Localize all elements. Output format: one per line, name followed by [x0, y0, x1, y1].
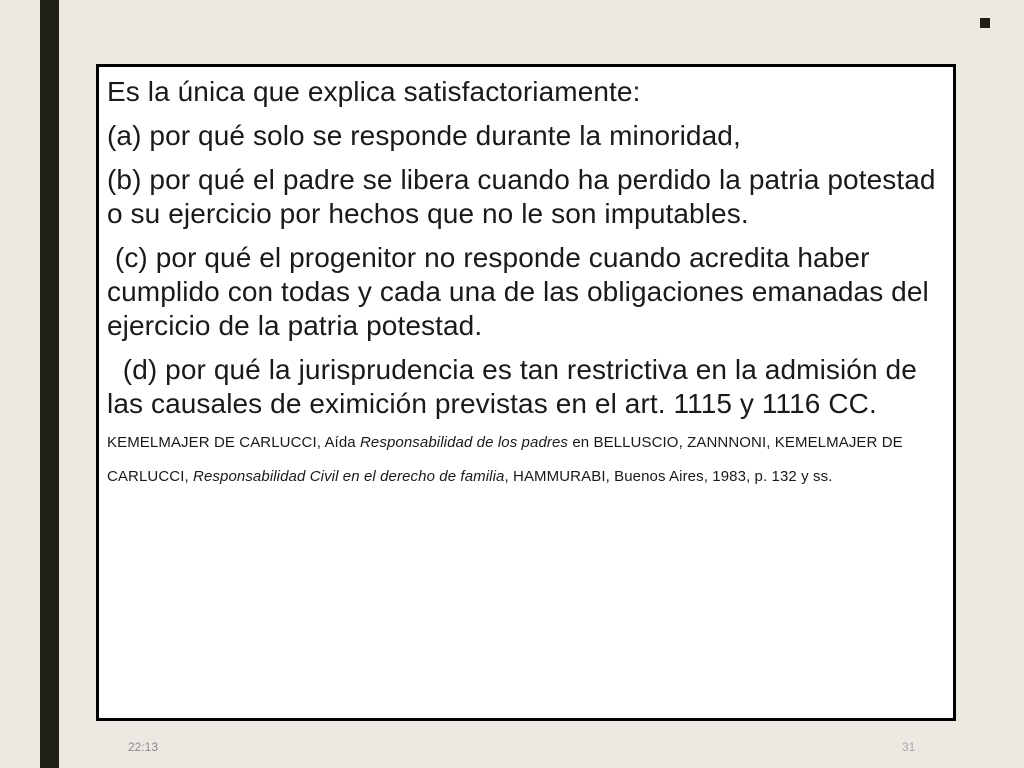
paragraph-d [107, 353, 941, 489]
citation-mid: en BELLUSCIO, ZANNNONI, KEMELMAJER DE CARLUCCI, [107, 434, 903, 485]
slide-text-box [96, 64, 956, 721]
left-accent-bar [40, 0, 59, 768]
paragraph-intro: Es la única que explica satisfactoriamente: [107, 76, 641, 107]
paragraph-c: (c) por qué el progenitor no responde cuando acredita haber cumplido con todas y cada una de las obligaciones emanadas del ejercicio de la patria potestad. [107, 242, 937, 341]
corner-square-decoration [980, 18, 990, 28]
paragraph-d-text: (d) por qué la jurisprudencia es tan restrictiva en la admisión de las causales de eximición previstas en el art. 1115 y 1116 CC. [107, 354, 925, 419]
paragraph-a: (a) por qué solo se responde durante la minoridad, [107, 120, 741, 151]
citation-tail: , HAMMURABI, Buenos Aires, 1983, p. 132 y ss. [504, 468, 833, 485]
citation-title-2: Responsabilidad Civil en el derecho de familia [193, 468, 505, 485]
citation [107, 434, 903, 485]
citation-author: KEMELMAJER DE CARLUCCI, Aída [107, 434, 356, 451]
citation-title-1: Responsabilidad de los padres [359, 434, 569, 451]
paragraph-b: (b) por qué el padre se libera cuando ha perdido la patria potestad o su ejercicio por hechos que no le son imputables. [107, 164, 936, 229]
footer-page-number: 31 [902, 740, 916, 754]
footer-date: 22:13 [128, 740, 159, 754]
